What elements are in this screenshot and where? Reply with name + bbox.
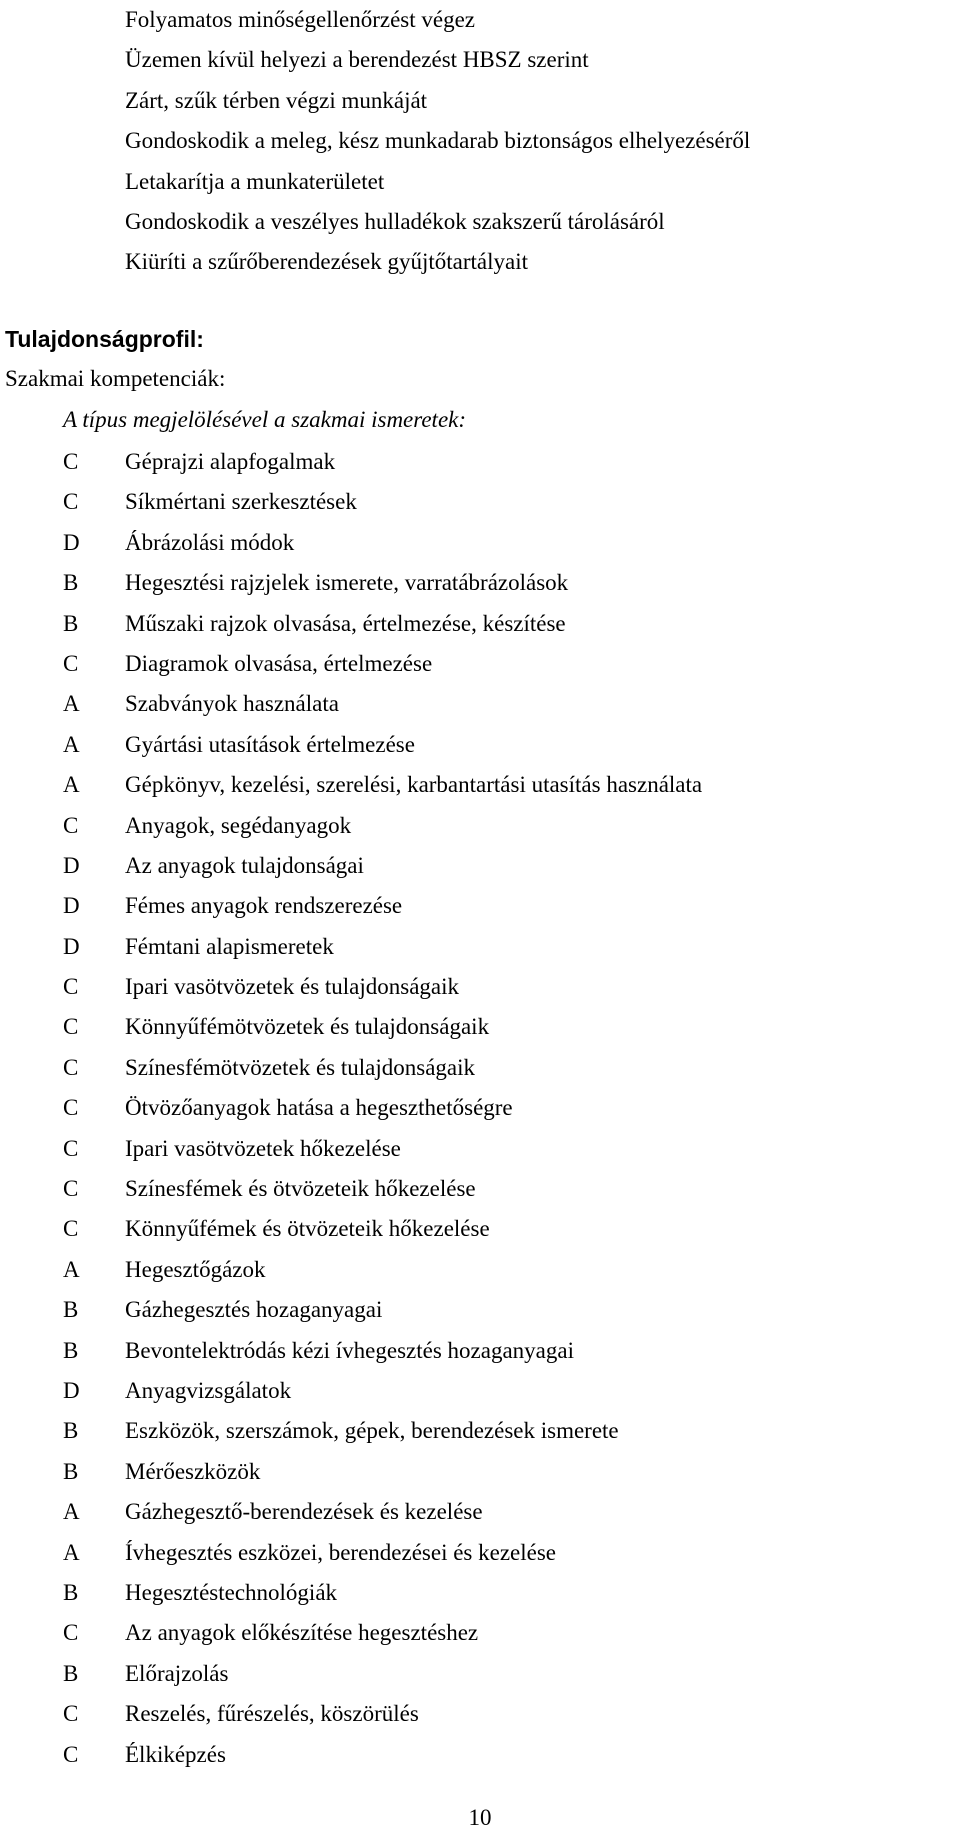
- knowledge-label: Gázhegesztés hozaganyagai: [125, 1297, 383, 1323]
- knowledge-label: Fémtani alapismeretek: [125, 933, 334, 959]
- knowledge-label: Ipari vasötvözetek hőkezelése: [125, 1135, 401, 1161]
- knowledge-label: Gyártási utasítások értelmezése: [125, 731, 415, 757]
- task-item: Gondoskodik a meleg, kész munkadarab biztonságos elhelyezéséről: [125, 128, 751, 154]
- task-item: Kiüríti a szűrőberendezések gyűjtőtartályait: [125, 249, 528, 275]
- knowledge-type-letter: A: [63, 731, 80, 757]
- task-item: Folyamatos minőségellenőrzést végez: [125, 7, 476, 32]
- knowledge-label: Anyagok, segédanyagok: [125, 812, 352, 838]
- competencies-label: Szakmai kompetenciák:: [5, 366, 226, 391]
- knowledge-label: Diagramok olvasása, értelmezése: [125, 650, 433, 676]
- knowledge-type-letter: C: [63, 650, 79, 676]
- knowledge-label: Ívhegesztés eszközei, berendezései és kezelése: [125, 1539, 557, 1565]
- knowledge-label: Anyagvizsgálatok: [125, 1377, 292, 1403]
- knowledge-type-letter: D: [63, 933, 80, 959]
- knowledge-label: Ábrázolási módok: [125, 529, 295, 555]
- knowledge-type-letter: C: [63, 1216, 79, 1242]
- knowledge-label: Az anyagok előkészítése hegesztéshez: [125, 1620, 479, 1646]
- knowledge-type-letter: D: [63, 893, 80, 919]
- knowledge-label: Mérőeszközök: [125, 1458, 261, 1484]
- knowledge-label: Reszelés, fűrészelés, köszörülés: [125, 1701, 419, 1727]
- knowledge-type-letter: C: [63, 1741, 79, 1767]
- knowledge-type-letter: A: [63, 1256, 80, 1282]
- knowledge-label: Könnyűfémek és ötvözeteik hőkezelése: [125, 1216, 490, 1242]
- knowledge-label: Hegesztési rajzjelek ismerete, varratábrázolások: [125, 570, 569, 596]
- task-list: [125, 0, 750, 283]
- knowledge-type-letter: B: [63, 1458, 79, 1484]
- task-item: Zárt, szűk térben végzi munkáját: [125, 87, 428, 113]
- knowledge-type-letter: C: [63, 1176, 79, 1202]
- knowledge-type-letter: C: [63, 1620, 79, 1646]
- knowledge-type-letter: A: [63, 691, 80, 717]
- knowledge-type-letter: C: [63, 812, 79, 838]
- knowledge-label: Színesfémek és ötvözeteik hőkezelése: [125, 1176, 476, 1202]
- task-item: Gondoskodik a veszélyes hulladékok szakszerű tárolásáról: [125, 209, 665, 235]
- knowledge-label: Hegesztéstechnológiák: [125, 1579, 338, 1605]
- knowledge-label: Fémes anyagok rendszerezése: [125, 893, 403, 919]
- task-item: Letakarítja a munkaterületet: [125, 168, 385, 194]
- knowledge-type-letter: B: [63, 610, 79, 636]
- knowledge-type-letter: B: [63, 1418, 79, 1444]
- page-number: 10: [468, 1805, 492, 1830]
- knowledge-label: Színesfémötvözetek és tulajdonságaik: [125, 1054, 476, 1080]
- knowledge-type-letter: B: [63, 1660, 79, 1686]
- knowledge-type-letter: B: [63, 1579, 79, 1605]
- knowledge-label: Eszközök, szerszámok, gépek, berendezések ismerete: [125, 1418, 619, 1444]
- knowledge-label: Síkmértani szerkesztések: [125, 489, 357, 515]
- knowledge-label: Szabványok használata: [125, 691, 339, 717]
- knowledge-type-letter: D: [63, 1377, 80, 1403]
- knowledge-label: Gépkönyv, kezelési, szerelési, karbantartási utasítás használata: [125, 772, 703, 798]
- knowledge-type-letter: C: [63, 489, 79, 515]
- knowledge-label: Könnyűfémötvözetek és tulajdonságaik: [125, 1014, 490, 1040]
- knowledge-type-letter: C: [63, 1135, 79, 1161]
- knowledge-caption: A típus megjelölésével a szakmai ismeretek:: [63, 407, 467, 432]
- knowledge-label: Ötvözőanyagok hatása a hegeszthetőségre: [125, 1095, 513, 1121]
- knowledge-label: Műszaki rajzok olvasása, értelmezése, készítése: [125, 610, 566, 636]
- knowledge-type-letter: C: [63, 1701, 79, 1727]
- knowledge-label: Bevontelektródás kézi ívhegesztés hozaganyagai: [125, 1337, 574, 1363]
- knowledge-type-letter: C: [63, 974, 79, 1000]
- knowledge-type-letter: D: [63, 852, 80, 878]
- knowledge-label: Élkiképzés: [125, 1741, 226, 1767]
- knowledge-type-letter: C: [63, 1095, 79, 1121]
- knowledge-label: Ipari vasötvözetek és tulajdonságaik: [125, 974, 460, 1000]
- knowledge-type-letter: A: [63, 1539, 80, 1565]
- knowledge-type-letter: C: [63, 1014, 79, 1040]
- task-item: Üzemen kívül helyezi a berendezést HBSZ szerint: [125, 47, 589, 73]
- knowledge-label: Gázhegesztő-berendezések és kezelése: [125, 1499, 483, 1525]
- knowledge-label: Géprajzi alapfogalmak: [125, 449, 336, 474]
- knowledge-type-letter: B: [63, 1337, 79, 1363]
- knowledge-type-letter: A: [63, 1499, 80, 1525]
- knowledge-type-letter: A: [63, 772, 80, 798]
- knowledge-type-letter: B: [63, 1297, 79, 1323]
- knowledge-label: Előrajzolás: [125, 1660, 229, 1686]
- knowledge-type-letter: B: [63, 570, 79, 596]
- knowledge-type-letter: C: [63, 449, 79, 474]
- profile-heading: Tulajdonságprofil:: [5, 326, 204, 352]
- knowledge-type-letter: C: [63, 1054, 79, 1080]
- knowledge-type-letter: D: [63, 529, 80, 555]
- knowledge-label: Az anyagok tulajdonságai: [125, 852, 364, 878]
- knowledge-label: Hegesztőgázok: [125, 1256, 266, 1282]
